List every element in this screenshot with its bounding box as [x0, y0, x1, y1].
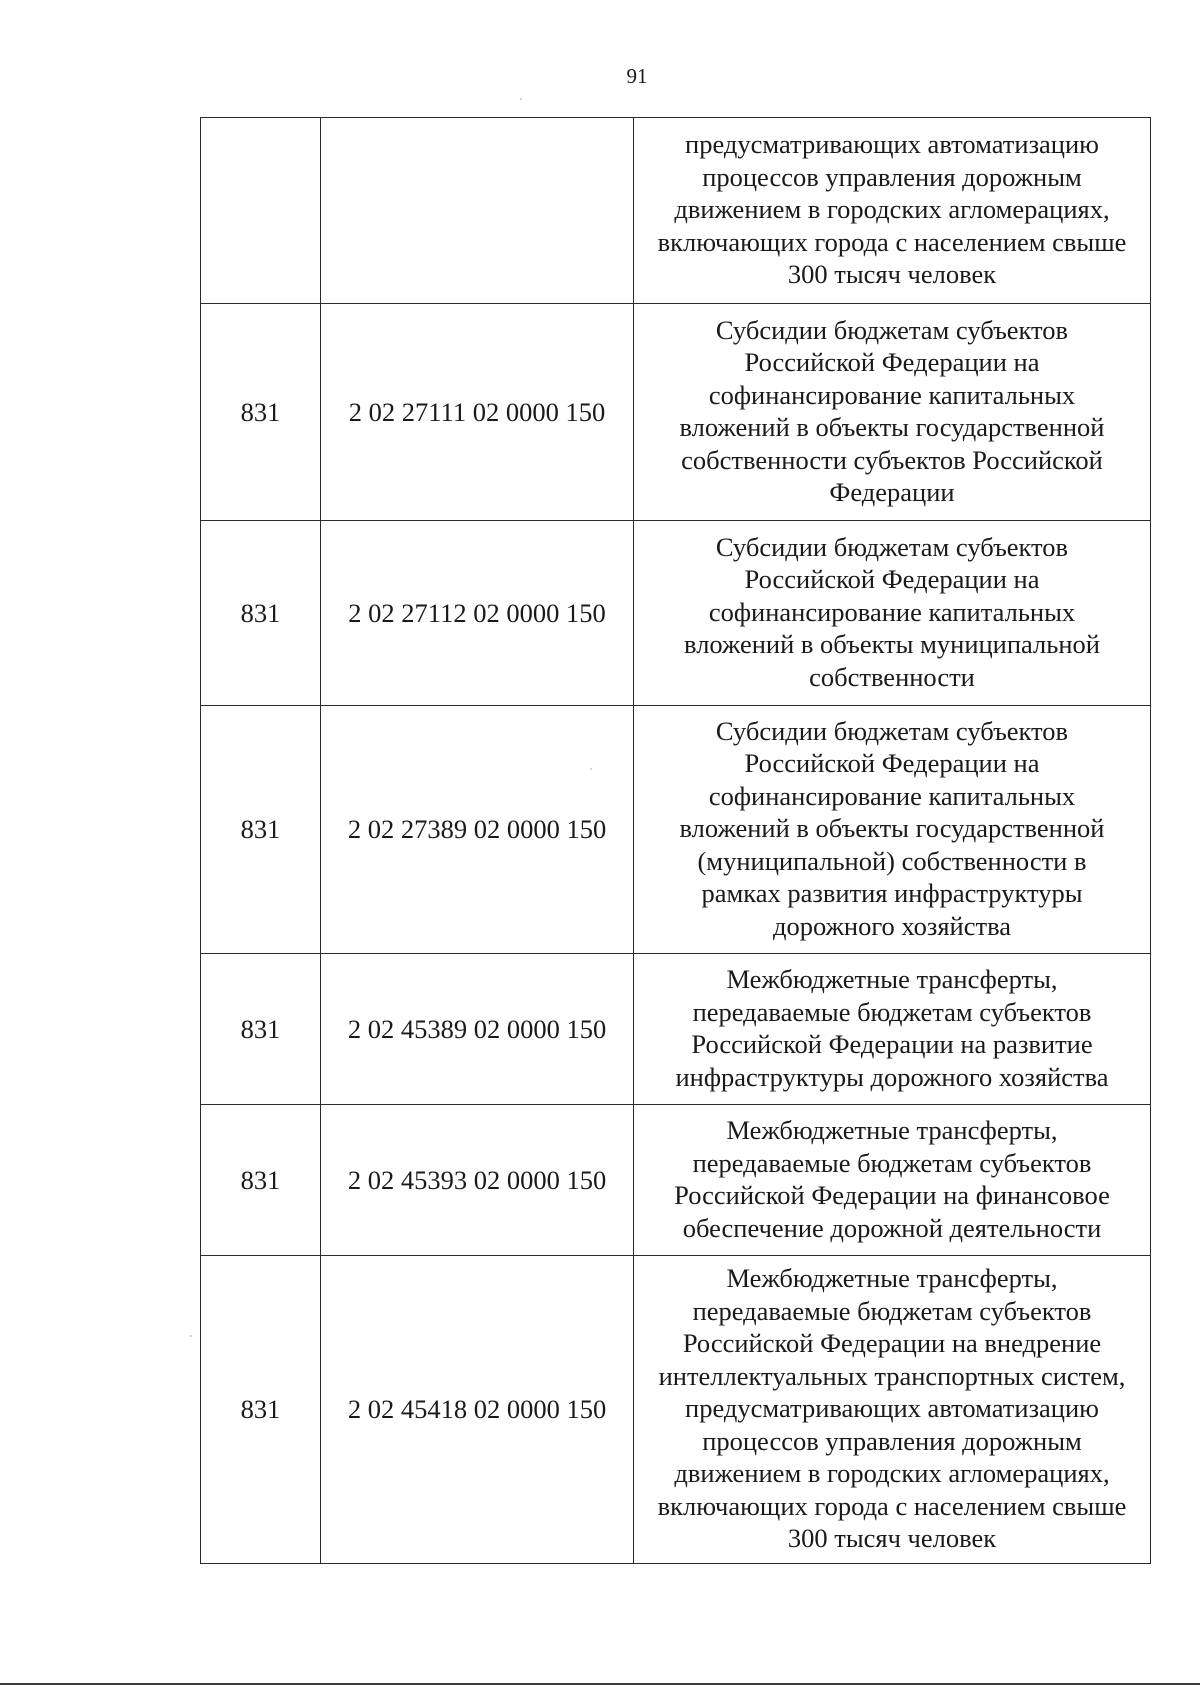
revenue-name-line: интеллектуальных транспортных систем, [658, 1360, 1126, 1391]
table-row [201, 706, 1151, 954]
revenue-name-line: софинансирование капитальных [708, 780, 1076, 811]
revenue-name-line: Российской Федерации на [744, 564, 1040, 595]
admin-code-cell: 831 [201, 521, 321, 706]
table-row [201, 954, 1151, 1105]
revenue-name-cell [634, 1256, 1151, 1564]
budget-code-cell: 2 02 45418 02 0000 150 [321, 1256, 634, 1564]
admin-code-cell: 831 [201, 1105, 321, 1256]
revenue-name-line: Российской Федерации на финансовое [674, 1180, 1110, 1210]
revenue-name-cell [634, 118, 1151, 304]
budget-code-cell: 2 02 45393 02 0000 150 [321, 1105, 634, 1256]
revenue-name-line: вложений в объекты муниципальной [684, 629, 1100, 660]
revenue-name-line: передаваемые бюджетам субъектов [692, 1147, 1092, 1178]
scan-bottom-edge [0, 1683, 1200, 1685]
revenue-name-line: Межбюджетные трансферты, [726, 1263, 1058, 1294]
revenue-name-line: передаваемые бюджетам субъектов [692, 996, 1092, 1027]
table-row [201, 1105, 1151, 1256]
revenue-name-line: предусматривающих автоматизацию [685, 129, 1099, 160]
table-row [201, 1256, 1151, 1564]
revenue-name-line: софинансирование капитальных [708, 379, 1076, 410]
table-row [201, 521, 1151, 706]
admin-code-cell [201, 118, 321, 304]
budget-code-cell [321, 118, 634, 304]
revenue-name-line: инфраструктуры дорожного хозяйства [675, 1061, 1109, 1092]
revenue-name-cell [634, 521, 1151, 706]
revenue-name-line: передаваемые бюджетам субъектов [692, 1295, 1092, 1326]
revenue-name-line: рамках развития инфраструктуры [701, 878, 1083, 909]
revenue-name-line: обеспечение дорожной деятельности [682, 1212, 1102, 1243]
revenue-name-line: Российской Федерации на развитие [691, 1029, 1093, 1059]
budget-code-cell: 2 02 45389 02 0000 150 [321, 954, 634, 1105]
admin-code-cell: 831 [201, 1256, 321, 1564]
revenue-name-line: процессов управления дорожным [702, 1425, 1082, 1456]
revenue-codes-table [200, 117, 1151, 1564]
revenue-name-line: Субсидии бюджетам субъектов [715, 314, 1069, 345]
revenue-name-line: Субсидии бюджетам субъектов [715, 715, 1069, 746]
admin-code-cell: 831 [201, 706, 321, 954]
revenue-name-line: вложений в объекты государственной [679, 813, 1105, 844]
budget-code-cell: 2 02 27389 02 0000 150 [321, 706, 634, 954]
revenue-name-line: Межбюджетные трансферты, [726, 964, 1058, 994]
revenue-name-line: включающих города с населением свыше [657, 226, 1127, 257]
revenue-name-cell [634, 954, 1151, 1105]
revenue-name-line: движением в городских агломерациях, [674, 194, 1110, 225]
revenue-name-line: (муниципальной) собственности в [697, 845, 1087, 876]
table-row [201, 118, 1151, 304]
revenue-name-line: 300 тысяч человек [787, 1523, 997, 1554]
revenue-name-line: Российской Федерации на [744, 347, 1040, 377]
scan-speck [190, 1335, 192, 1337]
admin-code-cell: 831 [201, 304, 321, 521]
revenue-name-line: 300 тысяч человек [787, 259, 997, 290]
revenue-name-cell [634, 706, 1151, 954]
budget-code-cell: 2 02 27112 02 0000 150 [321, 521, 634, 706]
revenue-name-line: движением в городских агломерациях, [674, 1458, 1110, 1489]
revenue-name-line: софинансирование капитальных [708, 596, 1076, 627]
revenue-name-cell [634, 304, 1151, 521]
table-row [201, 304, 1151, 521]
revenue-name-line: Российской Федерации на внедрение [682, 1328, 1102, 1359]
revenue-name-line: собственности субъектов Российской [681, 444, 1103, 475]
revenue-name-line: Федерации [829, 477, 955, 507]
page-number: 91 [626, 64, 648, 88]
revenue-name-line: дорожного хозяйства [773, 910, 1011, 941]
revenue-name-line: вложений в объекты государственной [679, 412, 1105, 442]
revenue-name-line: предусматривающих автоматизацию [685, 1393, 1099, 1424]
revenue-name-line: Субсидии бюджетам субъектов [715, 531, 1069, 562]
revenue-name-line: собственности [809, 661, 975, 692]
revenue-name-line: Российской Федерации на [744, 748, 1040, 779]
table-body [201, 118, 1151, 1564]
revenue-name-line: Межбюджетные трансферты, [726, 1115, 1058, 1145]
scan-speck [590, 768, 592, 770]
budget-code-cell: 2 02 27111 02 0000 150 [321, 304, 634, 521]
scan-speck [520, 98, 522, 100]
revenue-name-cell [634, 1105, 1151, 1256]
revenue-name-line: включающих города с населением свыше [657, 1490, 1127, 1521]
revenue-name-line: процессов управления дорожным [702, 161, 1082, 192]
admin-code-cell: 831 [201, 954, 321, 1105]
